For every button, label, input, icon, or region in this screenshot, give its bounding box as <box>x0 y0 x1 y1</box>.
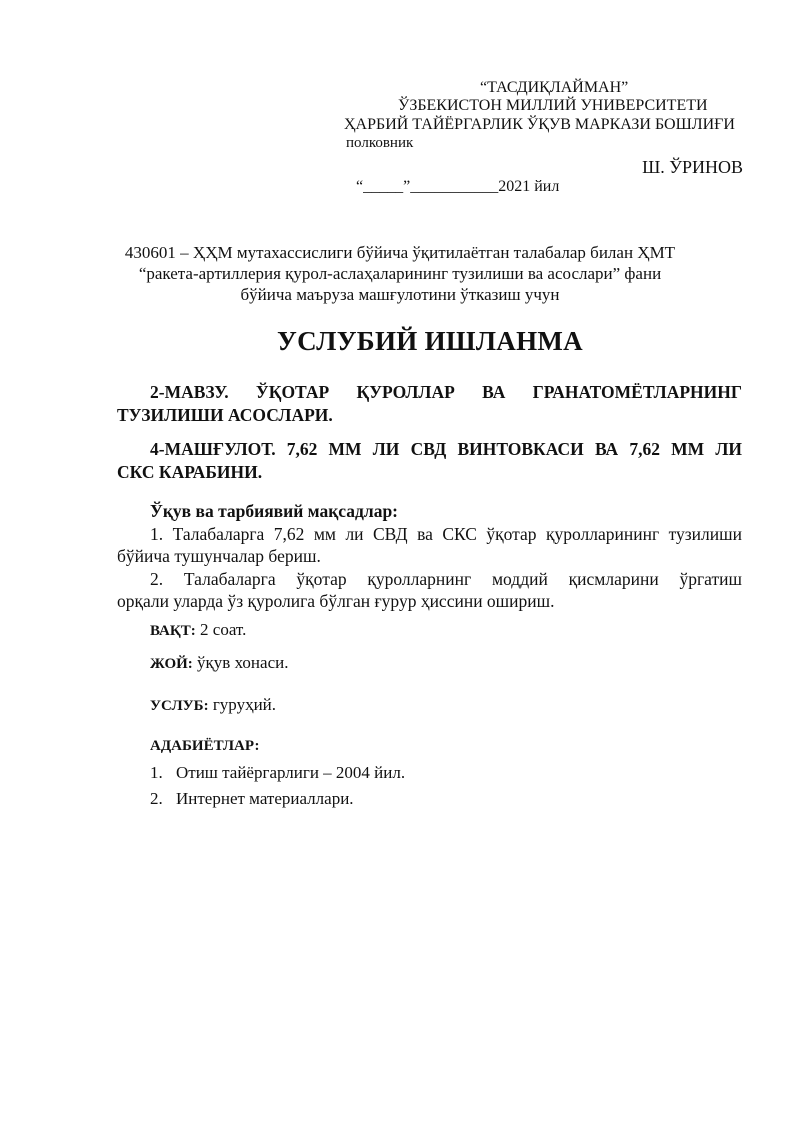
literature-text: Интернет материаллари. <box>176 789 354 808</box>
goal-item-line: 1. Талабаларга 7,62 мм ли СВД ва СКС ўқотар қуролларининг тузилиши <box>150 524 742 544</box>
intro-line: 430601 – ҲҲМ мутахассислиги бўйича ўқитилаётган талабалар билан ҲМТ <box>124 243 676 262</box>
document-title: УСЛУБИЙ ИШЛАНМА <box>277 326 583 356</box>
method-value: гуруҳий. <box>208 695 277 714</box>
literature-label: АДАБИЁТЛАР: <box>150 738 260 754</box>
intro-line: “ракета-артиллерия қурол-аслаҳаларининг тузилиши ва асослари” фани <box>138 264 662 283</box>
intro-line: бўйича маъруза машғулотини ўтказиш учун <box>240 285 560 304</box>
intro-text <box>80 242 720 305</box>
topic-line: ТУЗИЛИШИ АСОСЛАРИ. <box>117 405 333 425</box>
literature-number: 1. <box>150 763 163 782</box>
literature-item <box>150 788 354 810</box>
goal-item-line: бўйича тушунчалар бериш. <box>117 546 321 566</box>
literature-item <box>150 762 405 784</box>
time-value: 2 соат. <box>195 620 247 639</box>
literature-text: Отиш тайёргарлиги – 2004 йил. <box>176 763 406 782</box>
place-value: ўқув хонаси. <box>192 653 289 672</box>
place-field <box>150 652 288 675</box>
place-label: ЖОЙ: <box>150 656 193 672</box>
literature-number: 2. <box>150 789 163 808</box>
method-field <box>150 694 276 717</box>
topic-line: 2-МАВЗУ. ЎҚОТАР ҚУРОЛЛАР ВА ГРАНАТОМЁТЛАРНИНГ <box>150 382 742 402</box>
time-label: ВАҚТ: <box>150 623 196 639</box>
approval-rank: полковник <box>346 135 414 151</box>
time-field <box>150 619 246 642</box>
lesson-line: 4-МАШҒУЛОТ. 7,62 ММ ЛИ СВД ВИНТОВКАСИ ВА 7,62 ММ ЛИ <box>150 439 742 459</box>
approval-name: Ш. ЎРИНОВ <box>642 157 743 177</box>
approval-title: “ТАСДИҚЛАЙМАН” <box>480 79 629 96</box>
goal-item-line: 2. Талабаларга ўқотар қуролларнинг моддий қисмларини ўргатиш <box>150 569 742 589</box>
goals-label: Ўқув ва тарбиявий мақсадлар: <box>150 501 399 521</box>
approval-center: ҲАРБИЙ ТАЙЁРГАРЛИК ЎҚУВ МАРКАЗИ БОШЛИҒИ <box>344 116 735 133</box>
approval-university: ЎЗБЕКИСТОН МИЛЛИЙ УНИВЕРСИТЕТИ <box>398 97 708 114</box>
topic-heading <box>117 381 742 427</box>
approval-date: “_____”___________2021 йил <box>356 178 560 195</box>
lesson-line: СКС КАРАБИНИ. <box>117 462 263 482</box>
goal-item-line: орқали уларда ўз қуролига бўлган ғурур ҳиссини ошириш. <box>117 591 555 611</box>
lesson-heading <box>117 438 742 484</box>
method-label: УСЛУБ: <box>150 698 209 714</box>
